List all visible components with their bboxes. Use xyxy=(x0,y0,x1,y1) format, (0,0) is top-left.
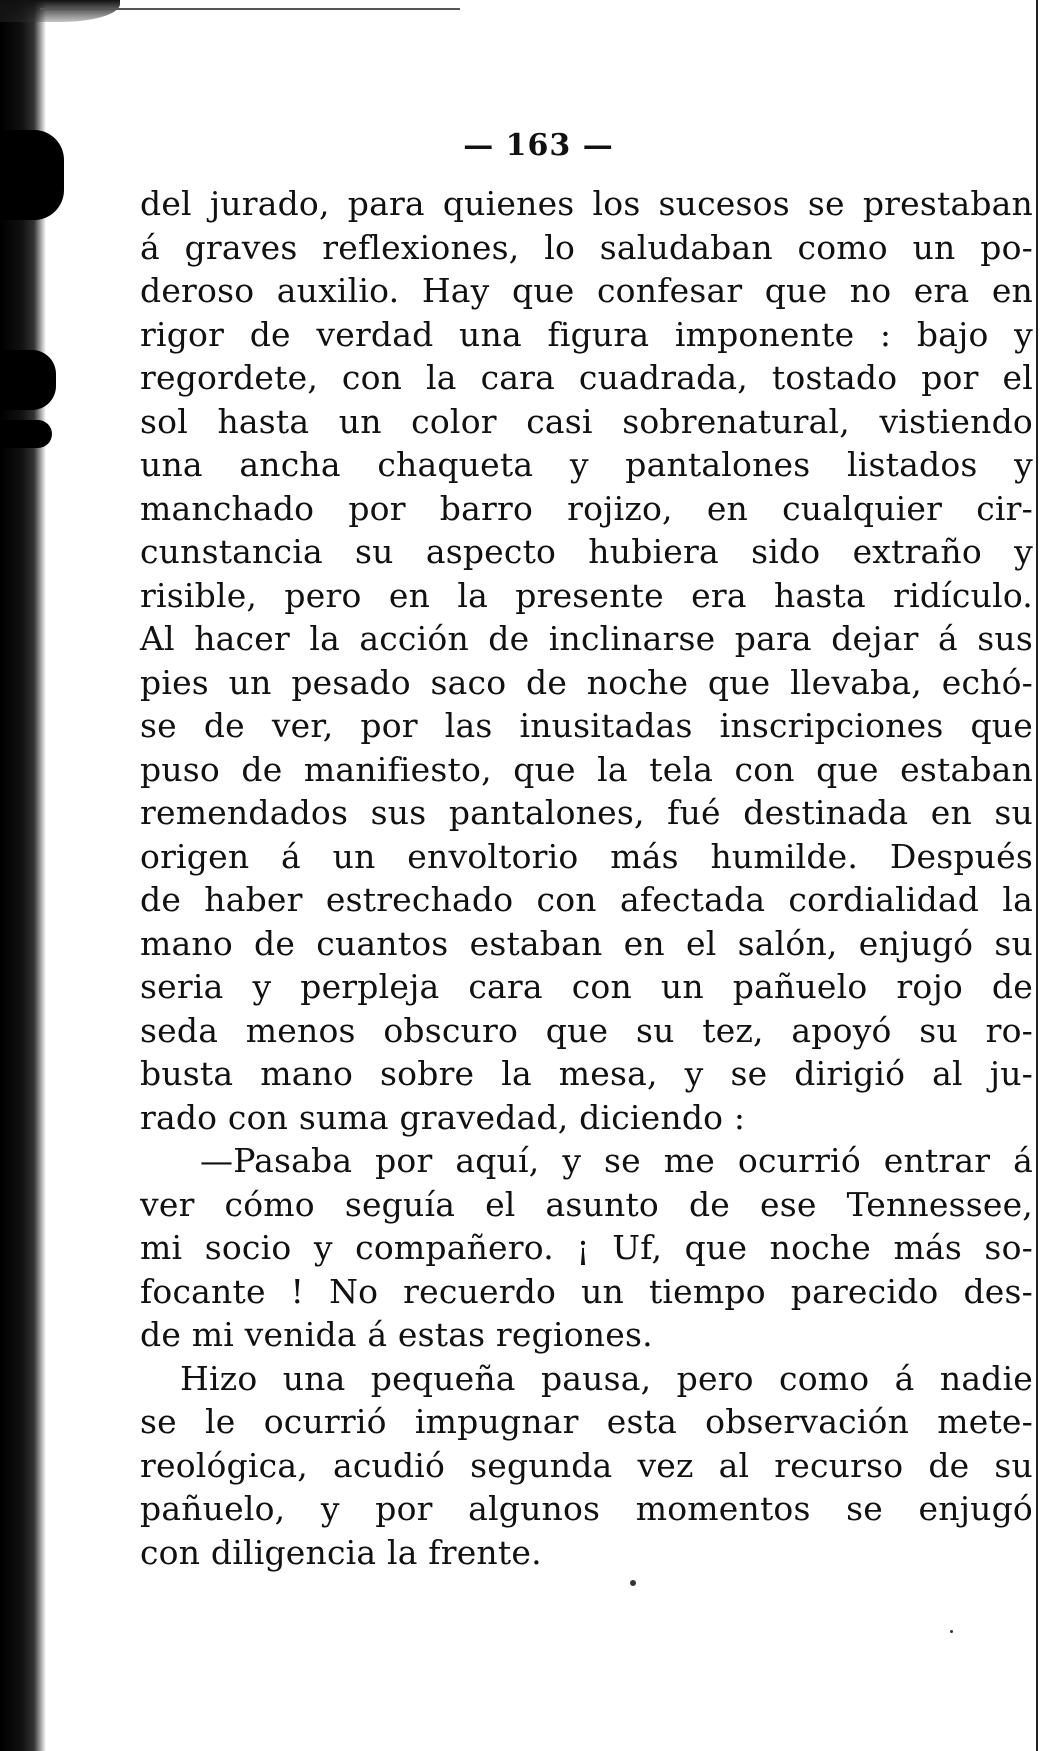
dialog-line: —Pasaba por aquí, y se me ocurrió entrar á xyxy=(200,1141,1033,1180)
text-line: rigor de verdad una figura imponente : bajo y xyxy=(140,314,1033,354)
text-line: una ancha chaqueta y pantalones listados y xyxy=(140,445,1033,484)
text-line: seria y perpleja cara con un pañuelo rojo de xyxy=(140,967,1033,1006)
text-line: manchado por barro rojizo, en cualquier cir- xyxy=(140,488,1033,528)
text-line: deroso auxilio. Hay que confesar que no era en xyxy=(140,271,1033,310)
text-line: busta mano sobre la mesa, y se dirigió al ju- xyxy=(140,1054,1033,1093)
dialog-line: mi socio y compañero. ¡ Uf, que noche más so- xyxy=(140,1228,1033,1267)
binding-corner-shadow xyxy=(0,0,120,22)
right-margin-rule xyxy=(1036,0,1038,1751)
binding-ink-blot xyxy=(0,350,56,410)
text-line: á graves reflexiones, lo saludaban como un po- xyxy=(140,227,1033,267)
text-line: se de ver, por las inusitadas inscripciones que xyxy=(140,706,1033,745)
text-line: pies un pesado saco de noche que llevaba, echó- xyxy=(140,662,1033,702)
text-line: con diligencia la frente. xyxy=(140,1532,542,1572)
text-line: sol hasta un color casi sobrenatural, vistiendo xyxy=(140,401,1033,441)
body-text xyxy=(140,182,1033,1574)
binding-ink-blot xyxy=(0,420,52,448)
text-line: se le ocurrió impugnar esta observación mete- xyxy=(140,1402,1033,1441)
text-line: pañuelo, y por algunos momentos se enjugó xyxy=(140,1489,1033,1528)
ink-speck xyxy=(630,1580,636,1586)
text-line: Hizo una pequeña pausa, pero como á nadie xyxy=(180,1358,1033,1398)
text-line: rado con suma gravedad, diciendo : xyxy=(140,1097,746,1137)
ink-speck xyxy=(950,1630,953,1633)
text-line: origen á un envoltorio más humilde. Después xyxy=(140,836,1033,876)
text-line: mano de cuantos estaban en el salón, enjugó su xyxy=(140,923,1033,963)
dialog-line: ver cómo seguía el asunto de ese Tennessee, xyxy=(140,1184,1033,1224)
text-line: de haber estrechado con afectada cordialidad la xyxy=(140,880,1033,919)
text-line: risible, pero en la presente era hasta ridículo. xyxy=(140,575,1033,615)
page-number xyxy=(0,128,1057,163)
text-line: reológica, acudió segunda vez al recurso de su xyxy=(140,1445,1033,1485)
text-line: seda menos obscuro que su tez, apoyó su ro- xyxy=(140,1010,1033,1050)
dialog-line: focante ! No recuerdo un tiempo parecido des- xyxy=(140,1271,1033,1311)
text-line: del jurado, para quienes los sucesos se prestaban xyxy=(140,184,1033,223)
dialog-line: de mi venida á estas regiones. xyxy=(140,1315,653,1354)
text-line: cunstancia su aspecto hubiera sido extraño y xyxy=(140,532,1033,571)
binding-edge xyxy=(0,0,46,1751)
text-line: puso de manifiesto, que la tela con que estaban xyxy=(140,749,1033,789)
text-line: remendados sus pantalones, fué destinada en su xyxy=(140,793,1033,832)
top-scan-rule xyxy=(40,8,460,10)
text-line: regordete, con la cara cuadrada, tostado por el xyxy=(140,358,1033,397)
page-number-text: — 163 — xyxy=(463,128,614,163)
text-line: Al hacer la acción de inclinarse para dejar á sus xyxy=(140,619,1033,658)
